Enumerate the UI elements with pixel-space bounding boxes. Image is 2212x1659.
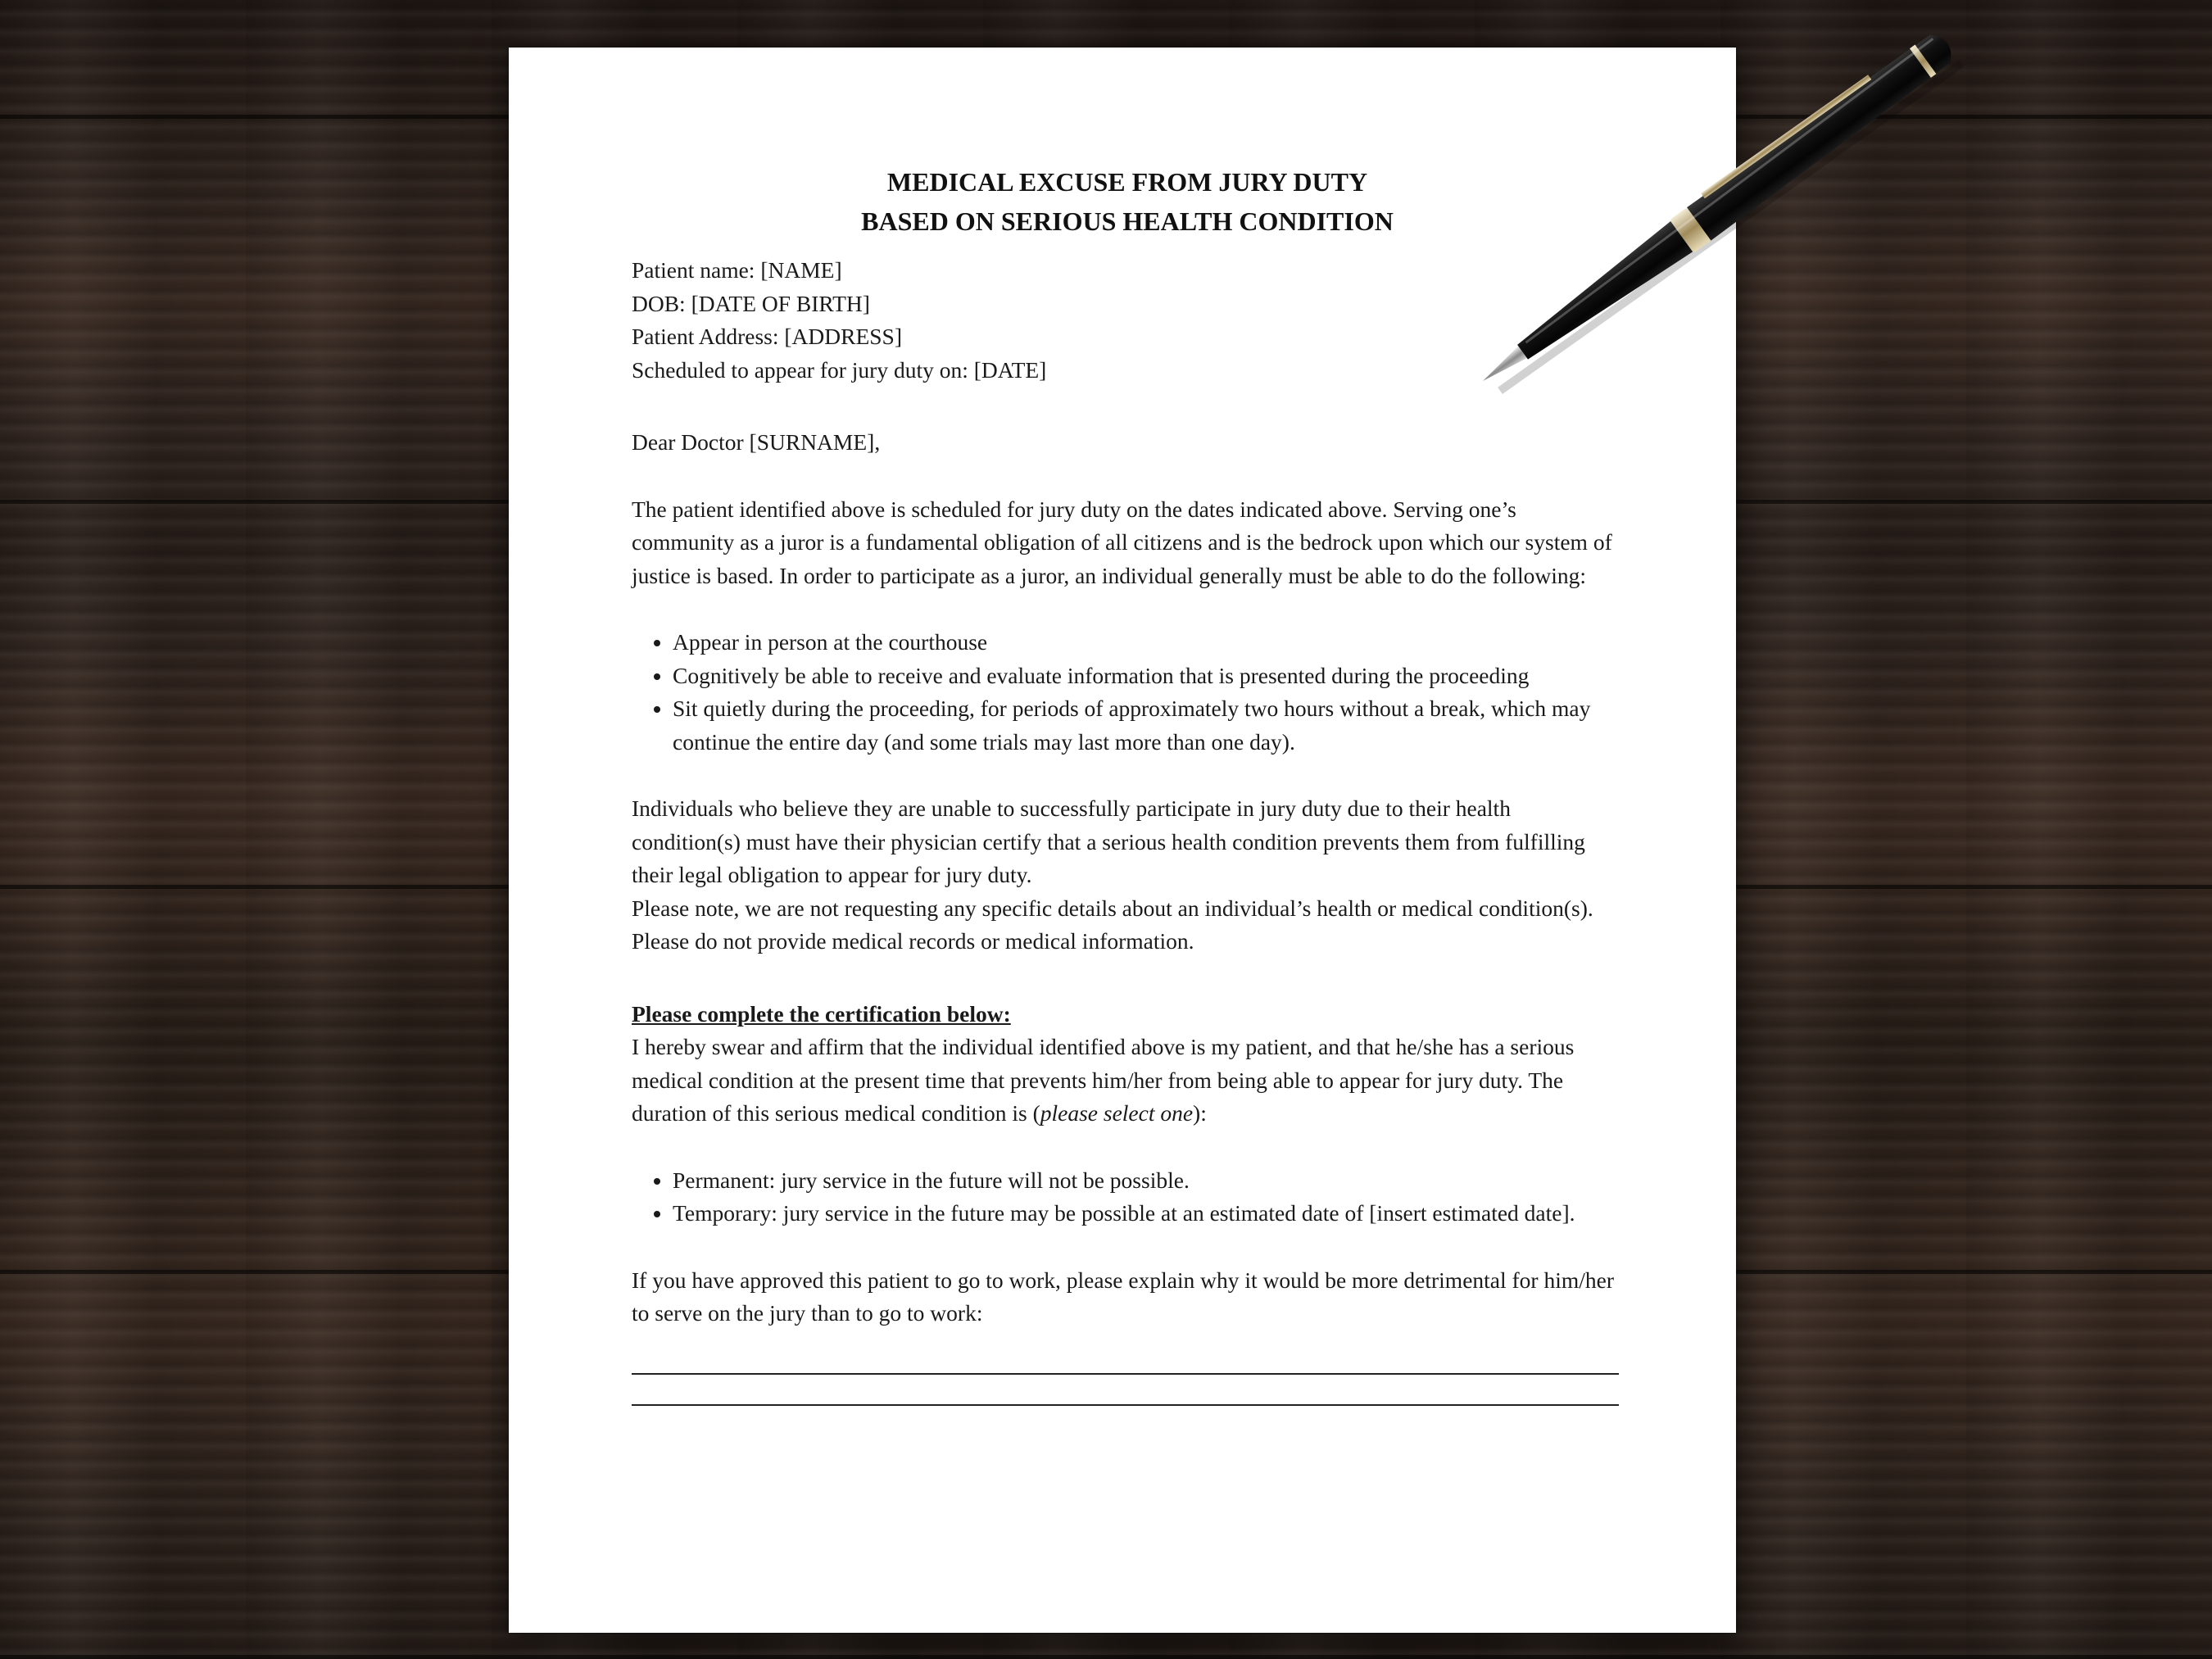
certification-heading-text: Please complete the certification below: [632,1000,1011,1027]
scheduled-line: Scheduled to appear for jury duty on: [DATE] [632,356,1047,383]
work-question: If you have approved this patient to go to work, please explain why it would be more detrimental for him/her to serve on the jury than to go to work: [632,1267,1614,1326]
answer-line-2 [632,1404,1619,1406]
certify-paragraph: Individuals who believe they are unable to successfully participate in jury duty due to their health condition(s) must have their physician certify that a serious health condition prevents them from fulfilling their legal obligation to appear for jury duty. [632,796,1585,887]
list-item: • Cognitively be able to receive and evaluate information that is presented during the proceeding [673,660,1623,693]
patient-name-line: Patient name: [NAME] [632,257,842,283]
list-item: • Sit quietly during the proceeding, for periods of approximately two hours without a break, which may continue the entire day (and some trials may last more than one day). [673,692,1623,759]
certification-text-italic: please select one [1040,1100,1194,1126]
salutation: Dear Doctor [SURNAME], [632,429,881,455]
intro-paragraph: The patient identified above is scheduled for jury duty on the dates indicated above. Serving one’s community as a juror is a fundamental obligation of all citizens and is the bedrock upon which our system of justice is based. In order to participate as a juror, an individual generally must be able to do the following: [632,496,1612,588]
list-item: • Appear in person at the courthouse [673,626,1623,660]
certification-text [632,1031,1623,1131]
duration-options-list [632,1164,1623,1231]
dob-line: DOB: [DATE OF BIRTH] [632,290,870,316]
list-item: • Permanent: jury service in the future will not be possible. [673,1164,1623,1198]
note-paragraph: Please note, we are not requesting any specific details about an individual’s health or medical condition(s). Please do not provide medical records or medical information. [632,895,1593,954]
certification-text-end: ): [1193,1100,1207,1126]
answer-line-1 [632,1373,1619,1375]
certification-heading [632,998,1623,1031]
certification-text-start: I hereby swear and affirm that the individual identified above is my patient, and that he/she has a serious medical condition at the present time that prevents him/her from being able to appear for jury duty. The duration of this serious medical condition is ( [632,1034,1575,1126]
patient-address-line: Patient Address: [ADDRESS] [632,324,902,349]
title-line-1: MEDICAL EXCUSE FROM JURY DUTY [886,167,1368,197]
requirements-list [632,626,1623,759]
document-title [632,162,1623,241]
list-item: • Temporary: jury service in the future may be possible at an estimated date of [insert estimated date]. [673,1197,1623,1231]
title-line-2: BASED ON SERIOUS HEALTH CONDITION [861,206,1394,236]
